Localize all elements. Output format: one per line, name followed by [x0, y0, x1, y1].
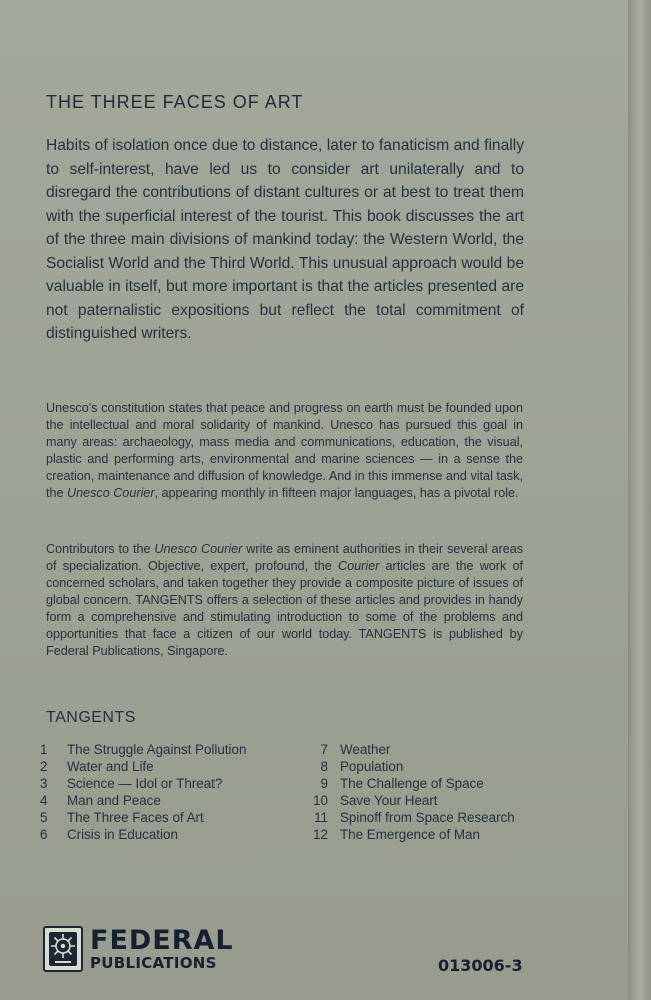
item-title: The Struggle Against Pollution — [67, 742, 247, 757]
unesco-paragraph-1 — [46, 400, 523, 502]
list-item — [40, 826, 246, 843]
publisher-line-1: FEDERAL — [90, 925, 234, 956]
item-number: 4 — [40, 793, 48, 808]
item-title: The Three Faces of Art — [67, 810, 204, 825]
unesco-courier-title: Unesco Courier — [154, 542, 243, 556]
item-number: 9 — [320, 776, 328, 791]
item-title: Population — [340, 759, 404, 774]
book-title: THE THREE FACES OF ART — [46, 92, 304, 112]
series-title: TANGENTS — [46, 709, 136, 726]
item-title: Save Your Heart — [340, 793, 438, 808]
item-title: Science — Idol or Threat? — [67, 776, 223, 791]
item-number: 10 — [313, 793, 328, 808]
list-item — [40, 792, 246, 809]
list-item — [40, 741, 246, 758]
book-spine-edge — [628, 0, 651, 1000]
isbn-number: 013006-3 — [438, 956, 523, 975]
courier-title: Courier — [338, 559, 380, 573]
item-title: Water and Life — [67, 759, 154, 774]
item-title: The Emergence of Man — [340, 827, 480, 842]
unesco-courier-title: Unesco Courier — [67, 486, 155, 500]
unesco-p2-text-c: articles are the work of concerned scholars, and taken together they provide a composite picture of issues of global concern. TANGENTS offers a selection of these articles and provides in handy form a comprehensive and stimulating introduction to some of the problems and opportunities that face a citizen of our world today. TANGENTS is published by Federal Publications, Singapore. — [46, 559, 523, 658]
item-title: Weather — [340, 742, 391, 757]
item-number: 12 — [313, 827, 328, 842]
item-number: 8 — [320, 759, 328, 774]
list-item — [296, 826, 515, 843]
item-number: 5 — [40, 810, 48, 825]
publisher-logo — [43, 926, 234, 972]
item-number: 7 — [320, 742, 328, 757]
list-item — [40, 775, 246, 792]
unesco-p1-text-b: , appearing monthly in fifteen major languages, has a pivotal role. — [154, 486, 519, 500]
list-item — [40, 809, 246, 826]
unesco-p1-text-a: Unesco's constitution states that peace and progress on earth must be founded upon the intellectual and moral solidarity of mankind. Unesco has pursued this goal in many areas: archaeology, mass media and communications, education, the visual, plastic and performing arts, environmental and marine sciences — in a sense the creation, maintenance and diffusion of knowledge. And in this immense and vital task, the — [46, 401, 523, 500]
item-title: Man and Peace — [67, 793, 161, 808]
list-item — [296, 775, 515, 792]
unesco-p2-text-a: Contributors to the — [46, 542, 155, 556]
item-number: 2 — [40, 759, 48, 774]
list-item — [296, 758, 515, 775]
unesco-p2-text-b: write as eminent authorities in their several areas of specialization. Objective, expert, profound, the — [46, 542, 523, 573]
item-number: 3 — [40, 776, 48, 791]
publisher-line-2: PUBLICATIONS — [90, 954, 217, 972]
federal-emblem-icon — [43, 926, 83, 972]
publisher-name — [90, 927, 234, 971]
unesco-paragraph-2 — [46, 541, 523, 660]
item-number: 1 — [40, 742, 48, 757]
list-item — [40, 758, 246, 775]
list-item — [296, 809, 515, 826]
item-title: The Challenge of Space — [340, 776, 484, 791]
item-number: 11 — [314, 810, 328, 825]
list-item — [296, 741, 515, 758]
series-list-right — [296, 741, 515, 843]
item-title: Crisis in Education — [67, 827, 178, 842]
book-blurb: Habits of isolation once due to distance, later to fanaticism and finally to self-interest, have led us to consider art unilaterally and to disregard the contributions of distant cultures or at best to treat them with the superficial interest of the tourist. This book discusses the art of the three main divisions of mankind today: the Western World, the Socialist World and the Third World. This unusual approach would be valuable in itself, but more important is that the articles presented are not paternalistic expositions but reflect the total commitment of distinguished writers. — [46, 137, 524, 342]
list-item — [296, 792, 515, 809]
series-list-left — [40, 741, 246, 843]
item-number: 6 — [40, 827, 48, 842]
item-title: Spinoff from Space Research — [340, 810, 515, 825]
